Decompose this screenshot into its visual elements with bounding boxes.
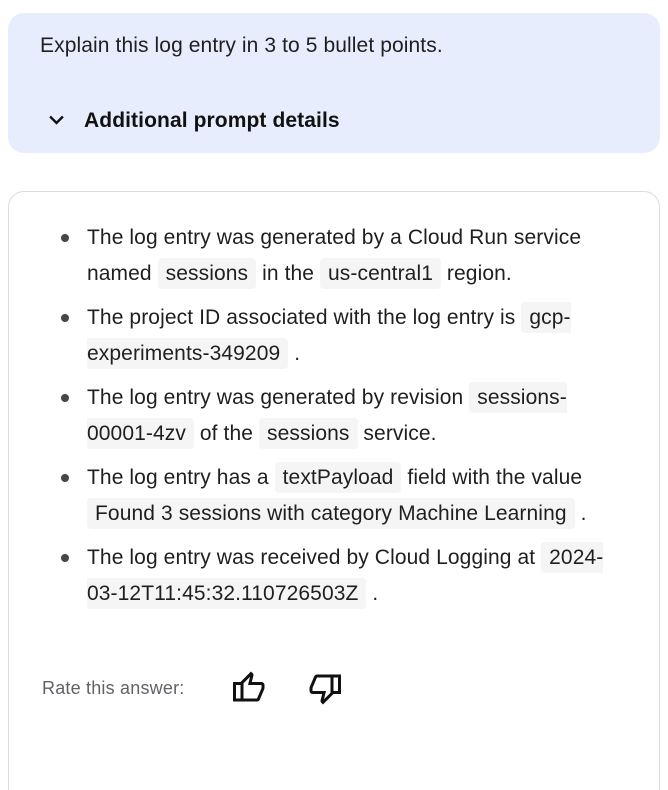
rate-answer-label: Rate this answer: xyxy=(42,677,185,698)
details-toggle-label: Additional prompt details xyxy=(84,108,340,132)
inline-code-chip: gcp-experiments-349209 xyxy=(87,302,571,369)
inline-code-chip: textPayload xyxy=(275,462,402,493)
bullet-item xyxy=(54,380,629,452)
bullet-text-segment: service. xyxy=(357,422,437,445)
answer-bullet-list xyxy=(40,220,629,612)
thumb-up-icon xyxy=(230,670,266,706)
bullet-text-segment: The project ID associated with the log entry is xyxy=(87,306,522,329)
bullet-item xyxy=(54,460,629,532)
bullet-text-segment: . xyxy=(288,342,301,365)
bullet-text-segment: The log entry has a xyxy=(87,466,275,489)
bullet-text-segment: field with the value xyxy=(401,466,583,489)
bullet-item xyxy=(54,300,629,372)
bullet-text-segment: region. xyxy=(441,262,512,285)
additional-prompt-details-toggle[interactable] xyxy=(42,106,340,135)
bullet-text-segment: The log entry was received by Cloud Logging at xyxy=(87,546,542,569)
inline-code-chip: sessions xyxy=(259,418,358,449)
thumb-down-icon xyxy=(308,670,344,706)
answer-card xyxy=(8,191,660,790)
inline-code-chip: sessions xyxy=(158,258,257,289)
bullet-item xyxy=(54,220,629,292)
thumb-down-button[interactable] xyxy=(308,670,344,706)
inline-code-chip: sessions-00001-4zv xyxy=(87,382,567,449)
bullet-text-segment: . xyxy=(574,502,587,525)
prompt-text: Explain this log entry in 3 to 5 bullet points. xyxy=(40,34,443,57)
thumb-up-button[interactable] xyxy=(230,670,266,706)
inline-code-chip: us-central1 xyxy=(320,258,441,289)
chevron-down-icon xyxy=(42,106,71,135)
inline-code-chip: Found 3 sessions with category Machine Learning xyxy=(87,498,575,529)
bullet-text-segment: The log entry was generated by a Cloud Run service named xyxy=(87,226,582,285)
bullet-text-segment: The log entry was generated by revision xyxy=(87,386,470,409)
bullet-text-segment: . xyxy=(366,582,379,605)
inline-code-chip: 2024-03-12T11:45:32.110726503Z xyxy=(87,542,603,609)
rate-row xyxy=(42,670,629,706)
bullet-item xyxy=(54,540,629,612)
bullet-text-segment: of the xyxy=(193,422,259,445)
bullet-text-segment: in the xyxy=(256,262,321,285)
prompt-card xyxy=(8,13,660,153)
thumb-buttons xyxy=(230,670,344,706)
